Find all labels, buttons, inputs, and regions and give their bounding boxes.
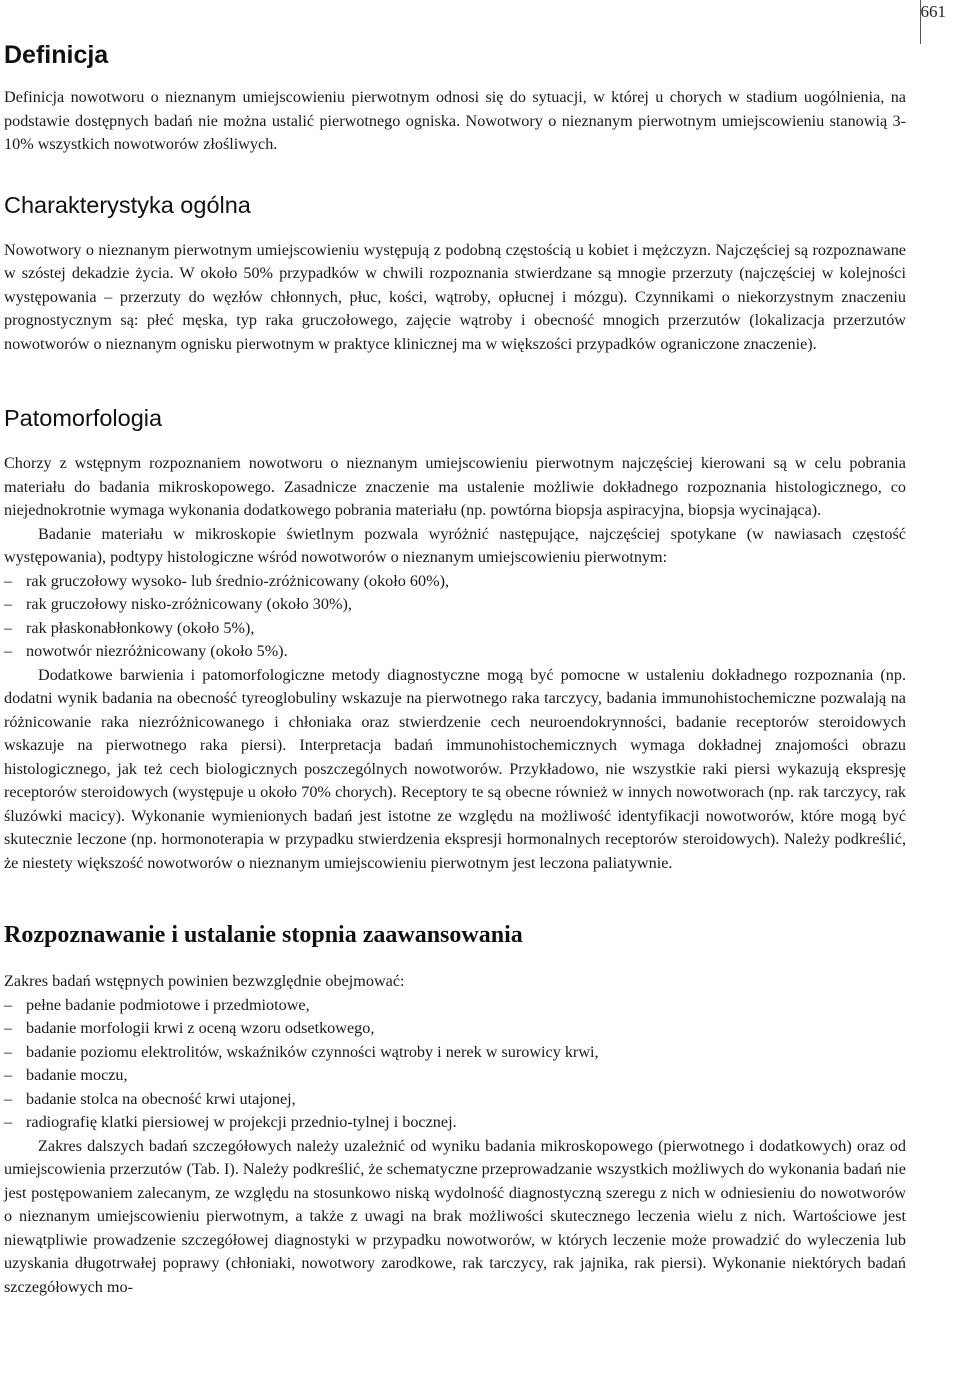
- paragraph-charakterystyka: Nowotwory o nieznanym pierwotnym umiejscowieniu występują z podobną częstością u kobiet i mężczyzn. Najczęściej są rozpoznawane w szóstej dekadzie życia. W około 50% przypadków w chwili rozpoznania stwierdzane są mnogie przerzuty (najczęściej w kolejności występowania – przerzuty do węzłów chłonnych, płuc, kości, wątroby, opłucnej i mózgu). Czynnikami o niekorzystnym znaczeniu prognostycznym są: płeć męska, typ raka gruczołowego, zajęcie wątroby i obecność mnogich przerzutów (lokalizacja przerzutów nowotworów o nieznanym ognisku pierwotnym w praktyce klinicznej ma w większości przypadków ograniczone znaczenie).: [4, 240, 906, 353]
- list-item: – badanie moczu,: [4, 1064, 906, 1088]
- paragraph-patomorfologia-2: Badanie materiału w mikroskopie świetlnym pozwala wyróżnić następujące, najczęściej spotykane (w nawiasach częstość występowania), podtypy histologiczne wśród nowotworów o nieznanym umiejscowieniu pierwotnym:: [4, 524, 906, 567]
- list-item: – nowotwór niezróżnicowany (około 5%).: [4, 640, 906, 664]
- section-heading-definicja: Definicja: [4, 41, 109, 69]
- page-number: 661: [920, 2, 946, 21]
- list-item: – badanie poziomu elektrolitów, wskaźników czynności wątroby i nerek w surowicy krwi,: [4, 1041, 906, 1065]
- list-item: – rak gruczołowy wysoko- lub średnio-zróżnicowany (około 60%),: [4, 570, 906, 594]
- list-item: – rak gruczołowy nisko-zróżnicowany (około 30%),: [4, 593, 906, 617]
- section-heading-rozpoznawanie: Rozpoznawanie i ustalanie stopnia zaawansowania: [4, 922, 523, 949]
- list-histologic-subtypes: [4, 570, 906, 664]
- paragraph-rozpoznawanie-1: Zakres badań wstępnych powinien bezwzględnie obejmować:: [4, 972, 405, 991]
- list-item: – radiografię klatki piersiowej w projekcji przednio-tylnej i bocznej.: [4, 1111, 906, 1135]
- paragraph-definicja: Definicja nowotworu o nieznanym umiejscowieniu pierwotnym odnosi się do sytuacji, w której u chorych w stadium uogólnienia, na podstawie dostępnych badań nie można ustalić pierwotnego ogniska. Nowotwory o nieznanym pierwotnym umiejscowieniu stanowią 3-10% wszystkich nowotworów złośliwych.: [4, 88, 906, 153]
- list-initial-tests: [4, 994, 906, 1135]
- paragraph-patomorfologia-1: Chorzy z wstępnym rozpoznaniem nowotworu o nieznanym umiejscowieniu pierwotnym najczęściej kierowani są w celu pobrania materiału do badania mikroskopowego. Zasadnicze znaczenie ma ustalenie możliwie dokładnego rozpoznania histologicznego, co niejednokrotnie wymaga wykonania dodatkowego pobrania materiału (np. powtórna biopsja aspiracyjna, biopsja wycinająca).: [4, 454, 906, 520]
- paragraph-rozpoznawanie-2: Zakres dalszych badań szczegółowych należy uzależnić od wyniku badania mikroskopowego (pierwotnego i dodatkowych) oraz od umiejscowienia przerzutów (Tab. I). Należy podkreślić, że schematyczne przeprowadzanie wszystkich możliwych do wykonania badań nie jest postępowaniem zalecanym, ze względu na stosunkowo niską wydolność diagnostyczną szeregu z nich w odniesieniu do nowotworów o nieznanym umiejscowieniu pierwotnym, a także z uwagi na brak możliwości skutecznego leczenia wielu z nich. Wartościowe jest niewątpliwie prowadzenie szczegółowej diagnostyki w przypadku nowotworów, w których leczenie może prowadzić do wyleczenia lub uzyskania długotrwałej poprawy (chłoniaki, nowotwory zarodkowe, rak tarczycy, rak jajnika, rak piersi). Wykonanie niektórych badań szczegółowych mo-: [4, 1136, 906, 1296]
- section-rozpoznawanie: [4, 921, 906, 1299]
- list-item: – badanie morfologii krwi z oceną wzoru odsetkowego,: [4, 1017, 906, 1041]
- list-item: – rak płaskonabłonkowy (około 5%),: [4, 617, 906, 641]
- section-heading-charakterystyka: Charakterystyka ogólna: [4, 191, 251, 218]
- section-charakterystyka: [4, 191, 906, 357]
- paragraph-patomorfologia-3: Dodatkowe barwienia i patomorfologiczne metody diagnostyczne mogą być pomocne w ustaleniu dokładnego rozpoznania (np. dodatni wynik badania na obecność tyreoglobuliny wskazuje na pierwotnego raka tarczycy, badania immunohistochemiczne pozwalają na różnicowanie raka niezróżnicowanego i chłoniaka oraz stwierdzenie cech neuroendokrynności, badanie receptorów steroidowych wskazuje na pierwotnego raka piersi). Interpretacja badań immunohistochemicznych wymaga dokładnej znajomości obrazu histologicznego, jak też cech biologicznych poszczególnych nowotworów. Przykładowo, nie wszystkie raki piersi wykazują ekspresję receptorów steroidowych (występuje u około 70% chorych). Receptory te są obecne również w innych nowotworach (np. rak tarczycy, rak śluzówki macicy). Wykonanie wymienionych badań jest istotne ze względu na możliwość identyfikacji nowotworów, które mogą być skutecznie leczone (np. hormonoterapia w przypadku stwierdzenia ekspresji hormonalnych receptorów steroidowych). Należy podkreślić, że niestety większość nowotworów o nieznanym umiejscowieniu pierwotnym jest leczona paliatywnie.: [4, 665, 906, 872]
- section-definicja: [4, 40, 906, 157]
- section-heading-patomorfologia: Patomorfologia: [4, 405, 163, 432]
- list-item: – pełne badanie podmiotowe i przedmiotowe,: [4, 994, 906, 1018]
- section-patomorfologia: [4, 404, 906, 875]
- article-body: [4, 40, 906, 1299]
- list-item: – badanie stolca na obecność krwi utajonej,: [4, 1088, 906, 1112]
